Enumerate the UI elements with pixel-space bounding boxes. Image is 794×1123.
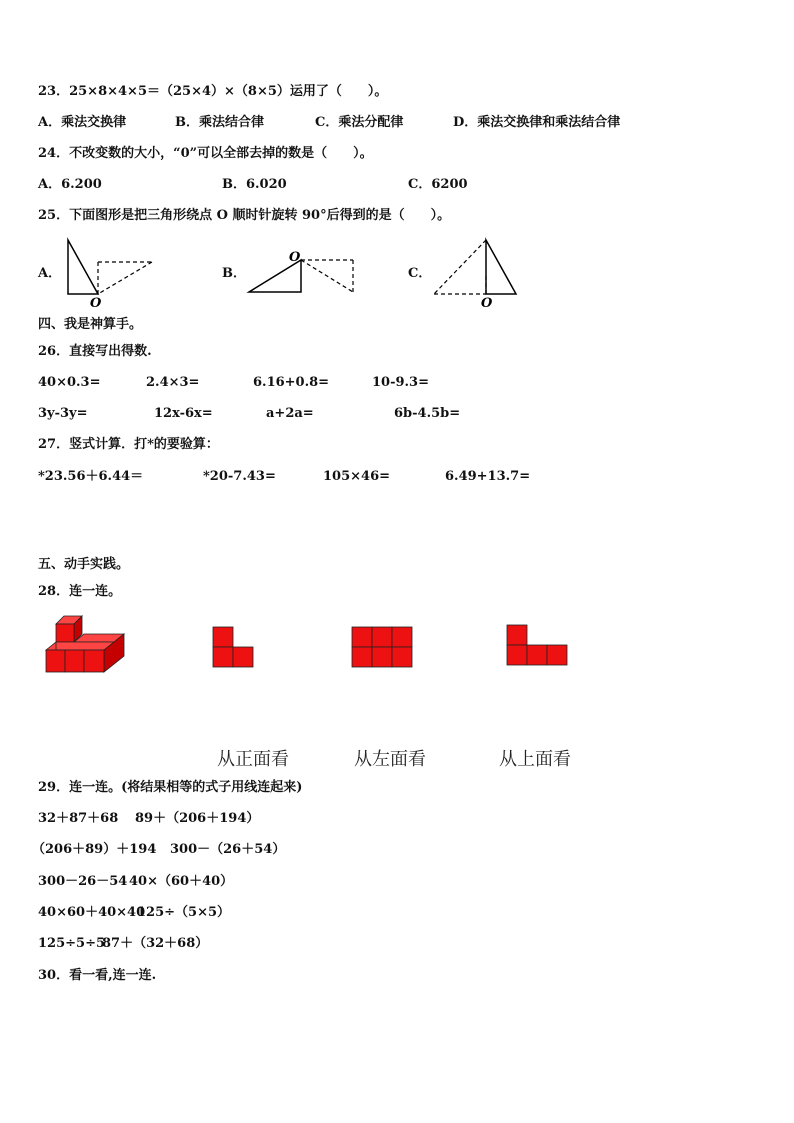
cube-view-l-small xyxy=(212,626,256,670)
q29-right-expr: 125÷（5×5） xyxy=(137,905,231,920)
section5-title: 五、动手实践。 xyxy=(38,557,130,572)
q29-left-expr: 32＋87＋68 xyxy=(38,811,119,826)
section4-title: 四、我是神算手。 xyxy=(38,317,143,332)
q28-stem: 28．连一连。 xyxy=(38,584,122,599)
q29-stem: 29．连一连。(将结果相等的式子用线连起来) xyxy=(38,780,303,795)
view-label-left: 从左面看 xyxy=(354,749,426,770)
q29-left-expr: 40×60＋40×40 xyxy=(38,905,146,920)
q29-right-expr: 40×（60＋40） xyxy=(129,874,234,889)
q25-option-c: C． xyxy=(408,266,432,281)
view-label-front: 从正面看 xyxy=(217,749,289,770)
q23-stem: 23．25×8×4×5＝（25×4）×（8×5）运用了（ ）。 xyxy=(38,84,388,99)
q29-left-expr: 125÷5÷5 xyxy=(38,936,106,951)
q24-option-c: C．6200 xyxy=(408,177,468,192)
q25-stem: 25．下面图形是把三角形绕点 O 顺时针旋转 90°后得到的是（ ）。 xyxy=(38,208,451,223)
q26-item: 6.16+0.8= xyxy=(253,375,330,390)
q25-figure-c xyxy=(428,236,528,310)
q26-item: 6b-4.5b= xyxy=(394,406,461,421)
view-label-top: 从上面看 xyxy=(499,749,571,770)
q25-option-b: B． xyxy=(222,266,246,281)
cube-view-l-long xyxy=(506,624,570,668)
cube-view-rectangle xyxy=(351,626,415,670)
q23-option-a: A．乘法交换律 xyxy=(38,115,127,130)
q23-option-c: C．乘法分配律 xyxy=(315,115,404,130)
q26-item: 12x-6x= xyxy=(154,406,213,421)
q23-option-d: D．乘法交换律和乘法结合律 xyxy=(453,115,621,130)
q25-figure-b xyxy=(245,250,360,300)
q27-item: 105×46= xyxy=(323,469,391,484)
q25-option-a: A． xyxy=(38,266,62,281)
q25-b-point-label: O xyxy=(289,250,301,265)
q25-c-point-label: O xyxy=(481,296,493,311)
q29-right-expr: 89＋（206＋194） xyxy=(135,811,260,826)
q26-item: 3y-3y= xyxy=(38,406,88,421)
q24-stem: 24．不改变数的大小，“0”可以全部去掉的数是（ ）。 xyxy=(38,146,373,161)
q27-item: *23.56＋6.44＝ xyxy=(38,469,144,484)
cube-arrangement-3d xyxy=(44,614,130,676)
q25-figure-a xyxy=(60,236,160,310)
q29-left-expr: （206＋89）＋194 xyxy=(32,842,157,857)
q27-item: 6.49+13.7= xyxy=(445,469,531,484)
q26-item: 40×0.3= xyxy=(38,375,101,390)
q27-item: *20-7.43= xyxy=(203,469,276,484)
q26-stem: 26．直接写出得数. xyxy=(38,344,152,359)
q24-option-b: B．6.020 xyxy=(222,177,287,192)
q26-item: 2.4×3= xyxy=(146,375,200,390)
q29-right-expr: 300－（26＋54） xyxy=(170,842,286,857)
q26-item: a+2a= xyxy=(266,406,314,421)
q26-item: 10-9.3= xyxy=(372,375,429,390)
q29-left-expr: 300－26－54 xyxy=(38,874,128,889)
q23-option-b: B．乘法结合律 xyxy=(175,115,264,130)
q27-stem: 27．竖式计算．打*的要验算： xyxy=(38,437,219,452)
q25-a-point-label: O xyxy=(90,296,102,311)
q30-stem: 30．看一看,连一连. xyxy=(38,968,157,983)
q29-right-expr: 87＋（32＋68） xyxy=(102,936,209,951)
q24-option-a: A．6.200 xyxy=(38,177,102,192)
